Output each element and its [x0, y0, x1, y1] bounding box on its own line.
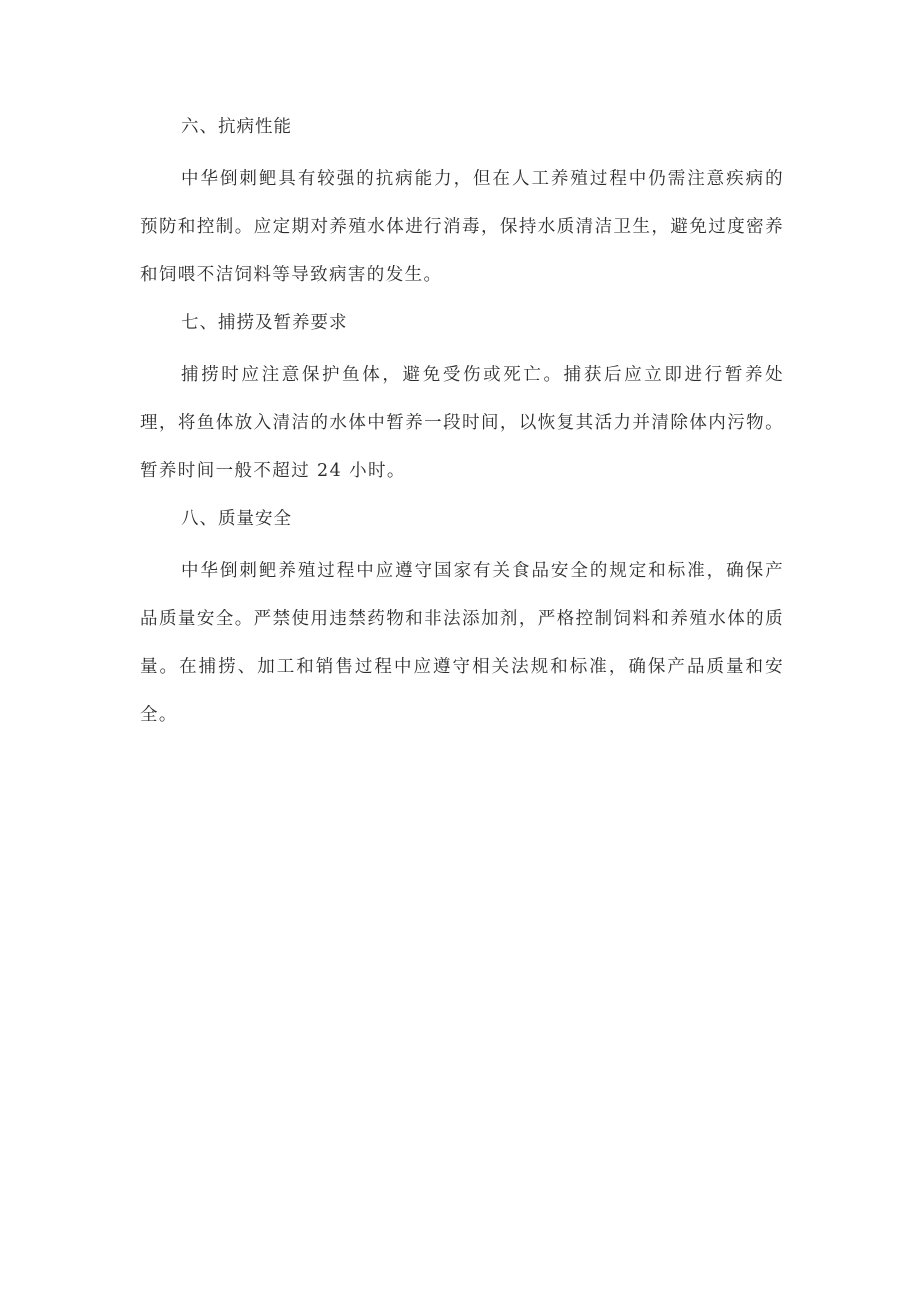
section-heading-quality-safety: 八、质量安全: [181, 509, 292, 529]
section-paragraph-quality-safety: 中华倒刺鲃养殖过程中应遵守国家有关食品安全的规定和标准，确保产品质量安全。严禁使用违禁药物和非法添加剂，严格控制饲料和养殖水体的质量。在捕捞、加工和销售过程中应遵守相关法规和标准，确保产品质量和安全。: [140, 561, 784, 725]
section-heading-capture-holding: 七、捕捞及暂养要求: [181, 313, 348, 333]
document-body: [140, 107, 784, 739]
section-paragraph-capture-holding: 捕捞时应注意保护鱼体，避免受伤或死亡。捕获后应立即进行暂养处理，将鱼体放入清洁的水体中暂养一段时间，以恢复其活力并清除体内污物。暂养时间一般不超过 24 小时。: [140, 365, 784, 481]
section-heading-disease-resistance: 六、抗病性能: [181, 117, 292, 137]
section-paragraph-disease-resistance: 中华倒刺鲃具有较强的抗病能力，但在人工养殖过程中仍需注意疾病的预防和控制。应定期对养殖水体进行消毒，保持水质清洁卫生，避免过度密养和饲喂不洁饲料等导致病害的发生。: [140, 169, 784, 285]
